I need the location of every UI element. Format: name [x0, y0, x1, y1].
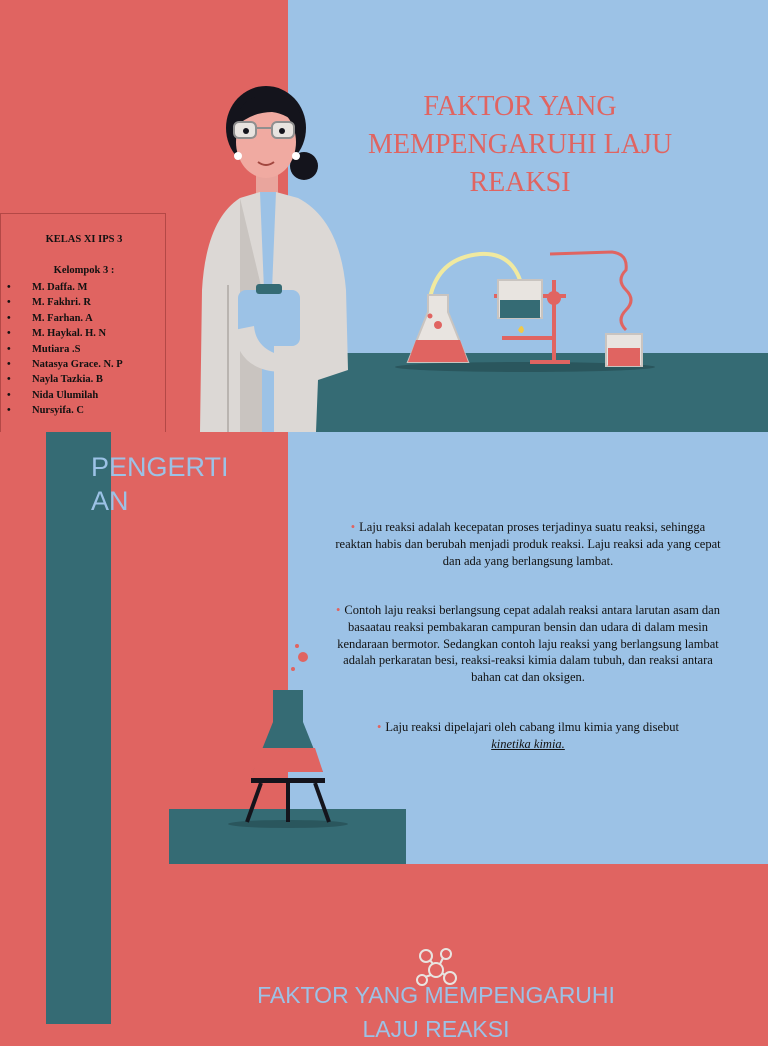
list-item	[7, 311, 123, 326]
member-name: Nayla Tazkia. B	[32, 374, 103, 386]
group-label: Kelompok 3 :	[53, 265, 115, 276]
section-title: PENGERTIAN	[91, 452, 229, 516]
bullet: •	[376, 720, 382, 734]
member-list	[7, 280, 123, 419]
list-item	[7, 326, 123, 341]
bullet: •	[7, 312, 11, 324]
class-label: KELAS XI IPS 3	[45, 234, 123, 245]
bullet: •	[7, 359, 11, 371]
member-name: Mutiara .S	[32, 343, 81, 355]
bullet: •	[7, 282, 11, 293]
slide-factors	[0, 864, 768, 1042]
member-name: Nida Ulumilah	[32, 389, 99, 401]
member-name: M. Daffa. M	[32, 282, 88, 293]
member-name: M. Fakhri. R	[32, 297, 91, 309]
slide-title	[0, 0, 768, 432]
bullet: •	[350, 520, 356, 534]
member-name: M. Farhan. A	[32, 312, 93, 324]
bullet: •	[7, 405, 11, 417]
lab-apparatus-illustration	[390, 240, 660, 375]
bullet: •	[336, 603, 341, 617]
list-item	[7, 403, 123, 418]
bullet: •	[7, 343, 11, 355]
list-item	[7, 357, 123, 372]
list-item	[7, 388, 123, 403]
bullet: •	[7, 297, 11, 309]
paragraph-kinetics: • Laju reaksi dipelajari oleh cabang ilmu kimia yang disebut kinetika kimia.	[376, 720, 680, 751]
slide-definition	[0, 432, 768, 864]
teal-vertical-bar	[46, 864, 111, 1024]
list-item	[7, 342, 123, 357]
group-info-box	[0, 213, 166, 433]
member-name: Nursyifa. C	[32, 405, 84, 417]
paragraph-examples: • Contoh laju reaksi berlangsung cepat adalah reaksi antara larutan asam dan basaatau reaksi pembakaran campuran bensin dan udara di dalam mesin kendaraan bermotor. Sedangkan contoh laju reaksi yang berlangsung lambat adalah perkaratan besi, reaksi-reaksi kimia dalam tubuh, dan reaksi antara bahan cat dan oksigen.	[336, 603, 720, 685]
main-title: FAKTOR YANG MEMPENGARUHI LAJU REAKSI	[367, 91, 673, 198]
member-name: M. Haykal. H. N	[32, 328, 107, 340]
paragraph-definition: • Laju reaksi adalah kecepatan proses terjadinya suatu reaksi, sehingga reaktan habis dan berubah menjadi produk reaksi. Laju reaksi ada yang cepat dan ada yang berlangsung lambat.	[335, 520, 721, 568]
slide-title-text: FAKTOR YANG MEMPENGARUHI LAJU REAKSI	[257, 982, 615, 1042]
kinetika-kimia-link[interactable]: kinetika kimia.	[491, 736, 565, 751]
bullet: •	[7, 374, 11, 386]
bullet: •	[7, 389, 11, 401]
list-item	[7, 372, 123, 387]
member-name: Natasya Grace. N. P	[32, 359, 123, 371]
list-item	[7, 280, 123, 295]
list-item	[7, 295, 123, 310]
bullet: •	[7, 328, 11, 340]
